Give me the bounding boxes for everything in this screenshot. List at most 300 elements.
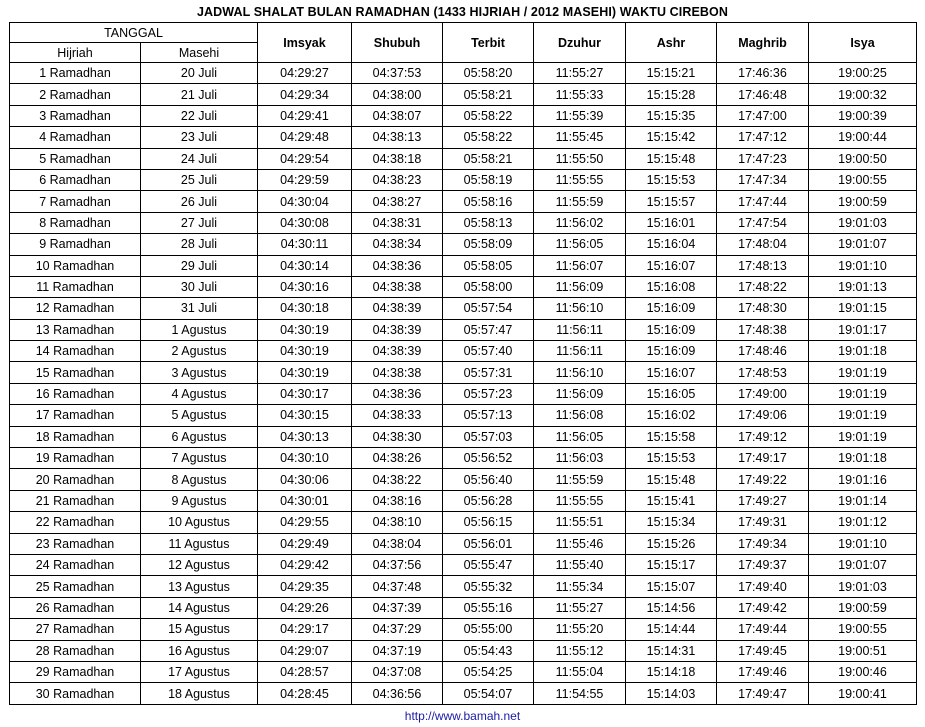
hijriah-cell: 24 Ramadhan: [10, 554, 141, 575]
maghrib-cell: 17:48:38: [717, 319, 809, 340]
table-row: [10, 362, 917, 383]
table-row: [10, 554, 917, 575]
imsyak-cell: 04:29:48: [258, 127, 352, 148]
maghrib-cell: 17:48:04: [717, 234, 809, 255]
imsyak-cell: 04:29:59: [258, 169, 352, 190]
imsyak-cell: 04:29:35: [258, 576, 352, 597]
hijriah-cell: 28 Ramadhan: [10, 640, 141, 661]
shubuh-cell: 04:38:22: [352, 469, 443, 490]
ashr-cell: 15:15:17: [626, 554, 717, 575]
hijriah-cell: 7 Ramadhan: [10, 191, 141, 212]
masehi-cell: 28 Juli: [141, 234, 258, 255]
ashr-cell: 15:16:08: [626, 276, 717, 297]
isya-cell: 19:00:44: [809, 127, 917, 148]
isya-cell: 19:01:10: [809, 255, 917, 276]
terbit-cell: 05:58:19: [443, 169, 534, 190]
table-row: [10, 512, 917, 533]
terbit-cell: 05:56:40: [443, 469, 534, 490]
maghrib-cell: 17:49:42: [717, 597, 809, 618]
header-hijriah: Hijriah: [10, 43, 141, 63]
maghrib-cell: 17:49:31: [717, 512, 809, 533]
shubuh-cell: 04:38:36: [352, 255, 443, 276]
table-row: [10, 319, 917, 340]
imsyak-cell: 04:29:55: [258, 512, 352, 533]
ashr-cell: 15:16:01: [626, 212, 717, 233]
maghrib-cell: 17:49:47: [717, 683, 809, 704]
maghrib-cell: 17:47:12: [717, 127, 809, 148]
maghrib-cell: 17:49:12: [717, 426, 809, 447]
maghrib-cell: 17:47:34: [717, 169, 809, 190]
isya-cell: 19:01:17: [809, 319, 917, 340]
masehi-cell: 13 Agustus: [141, 576, 258, 597]
masehi-cell: 14 Agustus: [141, 597, 258, 618]
maghrib-cell: 17:49:27: [717, 490, 809, 511]
masehi-cell: 11 Agustus: [141, 533, 258, 554]
terbit-cell: 05:58:13: [443, 212, 534, 233]
maghrib-cell: 17:49:17: [717, 448, 809, 469]
isya-cell: 19:01:15: [809, 298, 917, 319]
isya-cell: 19:00:55: [809, 619, 917, 640]
masehi-cell: 26 Juli: [141, 191, 258, 212]
hijriah-cell: 22 Ramadhan: [10, 512, 141, 533]
maghrib-cell: 17:49:45: [717, 640, 809, 661]
ashr-cell: 15:15:48: [626, 469, 717, 490]
maghrib-cell: 17:48:22: [717, 276, 809, 297]
imsyak-cell: 04:29:26: [258, 597, 352, 618]
hijriah-cell: 19 Ramadhan: [10, 448, 141, 469]
masehi-cell: 4 Agustus: [141, 383, 258, 404]
dzuhur-cell: 11:56:02: [534, 212, 626, 233]
ashr-cell: 15:16:09: [626, 298, 717, 319]
table-row: [10, 191, 917, 212]
dzuhur-cell: 11:55:12: [534, 640, 626, 661]
terbit-cell: 05:58:05: [443, 255, 534, 276]
table-row: [10, 597, 917, 618]
ashr-cell: 15:16:05: [626, 383, 717, 404]
masehi-cell: 1 Agustus: [141, 319, 258, 340]
shubuh-cell: 04:38:36: [352, 383, 443, 404]
hijriah-cell: 9 Ramadhan: [10, 234, 141, 255]
header-maghrib: Maghrib: [717, 23, 809, 63]
masehi-cell: 5 Agustus: [141, 405, 258, 426]
hijriah-cell: 18 Ramadhan: [10, 426, 141, 447]
table-row: [10, 490, 917, 511]
hijriah-cell: 27 Ramadhan: [10, 619, 141, 640]
shubuh-cell: 04:38:30: [352, 426, 443, 447]
masehi-cell: 24 Juli: [141, 148, 258, 169]
shubuh-cell: 04:38:31: [352, 212, 443, 233]
hijriah-cell: 29 Ramadhan: [10, 661, 141, 682]
table-row: [10, 276, 917, 297]
imsyak-cell: 04:30:08: [258, 212, 352, 233]
dzuhur-cell: 11:56:09: [534, 383, 626, 404]
masehi-cell: 23 Juli: [141, 127, 258, 148]
maghrib-cell: 17:49:06: [717, 405, 809, 426]
dzuhur-cell: 11:55:40: [534, 554, 626, 575]
masehi-cell: 7 Agustus: [141, 448, 258, 469]
table-row: [10, 84, 917, 105]
terbit-cell: 05:58:09: [443, 234, 534, 255]
ashr-cell: 15:16:02: [626, 405, 717, 426]
dzuhur-cell: 11:55:55: [534, 490, 626, 511]
terbit-cell: 05:58:21: [443, 84, 534, 105]
isya-cell: 19:01:10: [809, 533, 917, 554]
masehi-cell: 18 Agustus: [141, 683, 258, 704]
dzuhur-cell: 11:54:55: [534, 683, 626, 704]
terbit-cell: 05:57:23: [443, 383, 534, 404]
terbit-cell: 05:57:13: [443, 405, 534, 426]
dzuhur-cell: 11:55:33: [534, 84, 626, 105]
table-row: [10, 341, 917, 362]
maghrib-cell: 17:49:46: [717, 661, 809, 682]
terbit-cell: 05:56:15: [443, 512, 534, 533]
table-row: [10, 148, 917, 169]
terbit-cell: 05:56:52: [443, 448, 534, 469]
imsyak-cell: 04:30:15: [258, 405, 352, 426]
maghrib-cell: 17:49:22: [717, 469, 809, 490]
maghrib-cell: 17:47:23: [717, 148, 809, 169]
ashr-cell: 15:15:42: [626, 127, 717, 148]
shubuh-cell: 04:37:53: [352, 63, 443, 84]
ashr-cell: 15:14:56: [626, 597, 717, 618]
table-row: [10, 640, 917, 661]
dzuhur-cell: 11:56:05: [534, 426, 626, 447]
shubuh-cell: 04:37:39: [352, 597, 443, 618]
table-row: [10, 169, 917, 190]
hijriah-cell: 8 Ramadhan: [10, 212, 141, 233]
terbit-cell: 05:55:16: [443, 597, 534, 618]
ashr-cell: 15:15:07: [626, 576, 717, 597]
table-row: [10, 127, 917, 148]
isya-cell: 19:01:12: [809, 512, 917, 533]
imsyak-cell: 04:30:04: [258, 191, 352, 212]
ashr-cell: 15:15:53: [626, 448, 717, 469]
masehi-cell: 31 Juli: [141, 298, 258, 319]
imsyak-cell: 04:30:01: [258, 490, 352, 511]
dzuhur-cell: 11:55:59: [534, 469, 626, 490]
terbit-cell: 05:54:07: [443, 683, 534, 704]
imsyak-cell: 04:29:42: [258, 554, 352, 575]
prayer-schedule-table: [9, 22, 917, 705]
maghrib-cell: 17:49:40: [717, 576, 809, 597]
isya-cell: 19:00:51: [809, 640, 917, 661]
dzuhur-cell: 11:56:07: [534, 255, 626, 276]
table-row: [10, 255, 917, 276]
shubuh-cell: 04:38:04: [352, 533, 443, 554]
maghrib-cell: 17:46:48: [717, 84, 809, 105]
masehi-cell: 6 Agustus: [141, 426, 258, 447]
shubuh-cell: 04:38:33: [352, 405, 443, 426]
hijriah-cell: 2 Ramadhan: [10, 84, 141, 105]
shubuh-cell: 04:37:19: [352, 640, 443, 661]
shubuh-cell: 04:38:38: [352, 276, 443, 297]
isya-cell: 19:00:59: [809, 191, 917, 212]
hijriah-cell: 21 Ramadhan: [10, 490, 141, 511]
maghrib-cell: 17:47:54: [717, 212, 809, 233]
shubuh-cell: 04:37:48: [352, 576, 443, 597]
shubuh-cell: 04:38:27: [352, 191, 443, 212]
terbit-cell: 05:58:16: [443, 191, 534, 212]
shubuh-cell: 04:38:10: [352, 512, 443, 533]
table-row: [10, 661, 917, 682]
table-row: [10, 383, 917, 404]
masehi-cell: 9 Agustus: [141, 490, 258, 511]
dzuhur-cell: 11:56:08: [534, 405, 626, 426]
hijriah-cell: 26 Ramadhan: [10, 597, 141, 618]
maghrib-cell: 17:49:37: [717, 554, 809, 575]
shubuh-cell: 04:38:13: [352, 127, 443, 148]
masehi-cell: 21 Juli: [141, 84, 258, 105]
footer-link[interactable]: http://www.bamah.net: [404, 709, 521, 723]
masehi-cell: 27 Juli: [141, 212, 258, 233]
dzuhur-cell: 11:56:05: [534, 234, 626, 255]
header-terbit: Terbit: [443, 23, 534, 63]
terbit-cell: 05:57:47: [443, 319, 534, 340]
isya-cell: 19:01:03: [809, 212, 917, 233]
imsyak-cell: 04:30:13: [258, 426, 352, 447]
maghrib-cell: 17:48:30: [717, 298, 809, 319]
header-shubuh: Shubuh: [352, 23, 443, 63]
isya-cell: 19:00:50: [809, 148, 917, 169]
shubuh-cell: 04:38:34: [352, 234, 443, 255]
isya-cell: 19:00:46: [809, 661, 917, 682]
dzuhur-cell: 11:55:50: [534, 148, 626, 169]
terbit-cell: 05:57:31: [443, 362, 534, 383]
shubuh-cell: 04:38:38: [352, 362, 443, 383]
dzuhur-cell: 11:55:27: [534, 597, 626, 618]
ashr-cell: 15:15:21: [626, 63, 717, 84]
ashr-cell: 15:14:18: [626, 661, 717, 682]
imsyak-cell: 04:29:27: [258, 63, 352, 84]
ashr-cell: 15:15:58: [626, 426, 717, 447]
isya-cell: 19:00:32: [809, 84, 917, 105]
table-row: [10, 298, 917, 319]
terbit-cell: 05:58:22: [443, 105, 534, 126]
hijriah-cell: 20 Ramadhan: [10, 469, 141, 490]
imsyak-cell: 04:29:17: [258, 619, 352, 640]
imsyak-cell: 04:29:34: [258, 84, 352, 105]
table-row: [10, 448, 917, 469]
ashr-cell: 15:15:48: [626, 148, 717, 169]
dzuhur-cell: 11:55:20: [534, 619, 626, 640]
hijriah-cell: 25 Ramadhan: [10, 576, 141, 597]
imsyak-cell: 04:28:57: [258, 661, 352, 682]
shubuh-cell: 04:36:56: [352, 683, 443, 704]
ashr-cell: 15:15:35: [626, 105, 717, 126]
hijriah-cell: 17 Ramadhan: [10, 405, 141, 426]
terbit-cell: 05:55:32: [443, 576, 534, 597]
maghrib-cell: 17:48:13: [717, 255, 809, 276]
page-title: JADWAL SHALAT BULAN RAMADHAN (1433 HIJRIAH / 2012 MASEHI) WAKTU CIREBON: [197, 5, 728, 19]
maghrib-cell: 17:47:00: [717, 105, 809, 126]
imsyak-cell: 04:29:41: [258, 105, 352, 126]
hijriah-cell: 13 Ramadhan: [10, 319, 141, 340]
shubuh-cell: 04:38:39: [352, 298, 443, 319]
dzuhur-cell: 11:56:10: [534, 362, 626, 383]
table-row: [10, 426, 917, 447]
hijriah-cell: 6 Ramadhan: [10, 169, 141, 190]
hijriah-cell: 4 Ramadhan: [10, 127, 141, 148]
imsyak-cell: 04:30:19: [258, 341, 352, 362]
masehi-cell: 12 Agustus: [141, 554, 258, 575]
table-row: [10, 234, 917, 255]
imsyak-cell: 04:30:16: [258, 276, 352, 297]
hijriah-cell: 15 Ramadhan: [10, 362, 141, 383]
dzuhur-cell: 11:55:39: [534, 105, 626, 126]
isya-cell: 19:00:41: [809, 683, 917, 704]
dzuhur-cell: 11:55:59: [534, 191, 626, 212]
hijriah-cell: 3 Ramadhan: [10, 105, 141, 126]
table-row: [10, 405, 917, 426]
isya-cell: 19:01:19: [809, 362, 917, 383]
hijriah-cell: 14 Ramadhan: [10, 341, 141, 362]
maghrib-cell: 17:49:00: [717, 383, 809, 404]
shubuh-cell: 04:38:39: [352, 341, 443, 362]
masehi-cell: 25 Juli: [141, 169, 258, 190]
terbit-cell: 05:55:47: [443, 554, 534, 575]
imsyak-cell: 04:29:07: [258, 640, 352, 661]
ashr-cell: 15:15:57: [626, 191, 717, 212]
imsyak-cell: 04:30:11: [258, 234, 352, 255]
maghrib-cell: 17:48:46: [717, 341, 809, 362]
hijriah-cell: 23 Ramadhan: [10, 533, 141, 554]
dzuhur-cell: 11:55:46: [534, 533, 626, 554]
terbit-cell: 05:56:01: [443, 533, 534, 554]
isya-cell: 19:01:03: [809, 576, 917, 597]
shubuh-cell: 04:38:16: [352, 490, 443, 511]
ashr-cell: 15:14:03: [626, 683, 717, 704]
dzuhur-cell: 11:55:04: [534, 661, 626, 682]
terbit-cell: 05:58:21: [443, 148, 534, 169]
ashr-cell: 15:14:44: [626, 619, 717, 640]
terbit-cell: 05:57:40: [443, 341, 534, 362]
shubuh-cell: 04:38:07: [352, 105, 443, 126]
masehi-cell: 30 Juli: [141, 276, 258, 297]
shubuh-cell: 04:38:23: [352, 169, 443, 190]
isya-cell: 19:01:19: [809, 405, 917, 426]
dzuhur-cell: 11:55:27: [534, 63, 626, 84]
shubuh-cell: 04:37:29: [352, 619, 443, 640]
isya-cell: 19:01:07: [809, 234, 917, 255]
masehi-cell: 10 Agustus: [141, 512, 258, 533]
table-row: [10, 212, 917, 233]
masehi-cell: 16 Agustus: [141, 640, 258, 661]
terbit-cell: 05:57:03: [443, 426, 534, 447]
isya-cell: 19:01:16: [809, 469, 917, 490]
terbit-cell: 05:54:43: [443, 640, 534, 661]
imsyak-cell: 04:30:17: [258, 383, 352, 404]
ashr-cell: 15:15:28: [626, 84, 717, 105]
shubuh-cell: 04:37:56: [352, 554, 443, 575]
ashr-cell: 15:16:04: [626, 234, 717, 255]
masehi-cell: 22 Juli: [141, 105, 258, 126]
table-row: [10, 63, 917, 84]
ashr-cell: 15:15:53: [626, 169, 717, 190]
dzuhur-cell: 11:56:03: [534, 448, 626, 469]
terbit-cell: 05:58:20: [443, 63, 534, 84]
table-row: [10, 576, 917, 597]
isya-cell: 19:01:18: [809, 341, 917, 362]
isya-cell: 19:01:14: [809, 490, 917, 511]
maghrib-cell: 17:49:34: [717, 533, 809, 554]
hijriah-cell: 12 Ramadhan: [10, 298, 141, 319]
terbit-cell: 05:54:25: [443, 661, 534, 682]
terbit-cell: 05:58:22: [443, 127, 534, 148]
maghrib-cell: 17:46:36: [717, 63, 809, 84]
terbit-cell: 05:56:28: [443, 490, 534, 511]
masehi-cell: 15 Agustus: [141, 619, 258, 640]
header-tanggal: TANGGAL: [10, 23, 258, 43]
dzuhur-cell: 11:55:45: [534, 127, 626, 148]
imsyak-cell: 04:30:14: [258, 255, 352, 276]
table-header: [10, 23, 917, 63]
masehi-cell: 3 Agustus: [141, 362, 258, 383]
ashr-cell: 15:15:26: [626, 533, 717, 554]
terbit-cell: 05:55:00: [443, 619, 534, 640]
isya-cell: 19:00:55: [809, 169, 917, 190]
masehi-cell: 20 Juli: [141, 63, 258, 84]
ashr-cell: 15:15:41: [626, 490, 717, 511]
header-ashr: Ashr: [626, 23, 717, 63]
hijriah-cell: 16 Ramadhan: [10, 383, 141, 404]
ashr-cell: 15:16:07: [626, 255, 717, 276]
shubuh-cell: 04:38:26: [352, 448, 443, 469]
isya-cell: 19:01:19: [809, 383, 917, 404]
masehi-cell: 29 Juli: [141, 255, 258, 276]
hijriah-cell: 10 Ramadhan: [10, 255, 141, 276]
isya-cell: 19:01:07: [809, 554, 917, 575]
isya-cell: 19:01:19: [809, 426, 917, 447]
masehi-cell: 2 Agustus: [141, 341, 258, 362]
dzuhur-cell: 11:56:11: [534, 341, 626, 362]
dzuhur-cell: 11:55:55: [534, 169, 626, 190]
isya-cell: 19:01:13: [809, 276, 917, 297]
dzuhur-cell: 11:56:11: [534, 319, 626, 340]
shubuh-cell: 04:38:18: [352, 148, 443, 169]
dzuhur-cell: 11:56:09: [534, 276, 626, 297]
imsyak-cell: 04:30:10: [258, 448, 352, 469]
ashr-cell: 15:16:07: [626, 362, 717, 383]
hijriah-cell: 1 Ramadhan: [10, 63, 141, 84]
header-imsyak: Imsyak: [258, 23, 352, 63]
isya-cell: 19:00:39: [809, 105, 917, 126]
dzuhur-cell: 11:55:51: [534, 512, 626, 533]
header-masehi: Masehi: [141, 43, 258, 63]
shubuh-cell: 04:37:08: [352, 661, 443, 682]
table-body: [10, 63, 917, 705]
masehi-cell: 8 Agustus: [141, 469, 258, 490]
imsyak-cell: 04:30:06: [258, 469, 352, 490]
shubuh-cell: 04:38:00: [352, 84, 443, 105]
imsyak-cell: 04:28:45: [258, 683, 352, 704]
hijriah-cell: 5 Ramadhan: [10, 148, 141, 169]
ashr-cell: 15:14:31: [626, 640, 717, 661]
table-row: [10, 619, 917, 640]
imsyak-cell: 04:30:19: [258, 319, 352, 340]
isya-cell: 19:00:25: [809, 63, 917, 84]
hijriah-cell: 11 Ramadhan: [10, 276, 141, 297]
isya-cell: 19:00:59: [809, 597, 917, 618]
maghrib-cell: 17:47:44: [717, 191, 809, 212]
imsyak-cell: 04:29:49: [258, 533, 352, 554]
imsyak-cell: 04:29:54: [258, 148, 352, 169]
terbit-cell: 05:57:54: [443, 298, 534, 319]
table-row: [10, 105, 917, 126]
header-dzuhur: Dzuhur: [534, 23, 626, 63]
imsyak-cell: 04:30:19: [258, 362, 352, 383]
masehi-cell: 17 Agustus: [141, 661, 258, 682]
ashr-cell: 15:15:34: [626, 512, 717, 533]
